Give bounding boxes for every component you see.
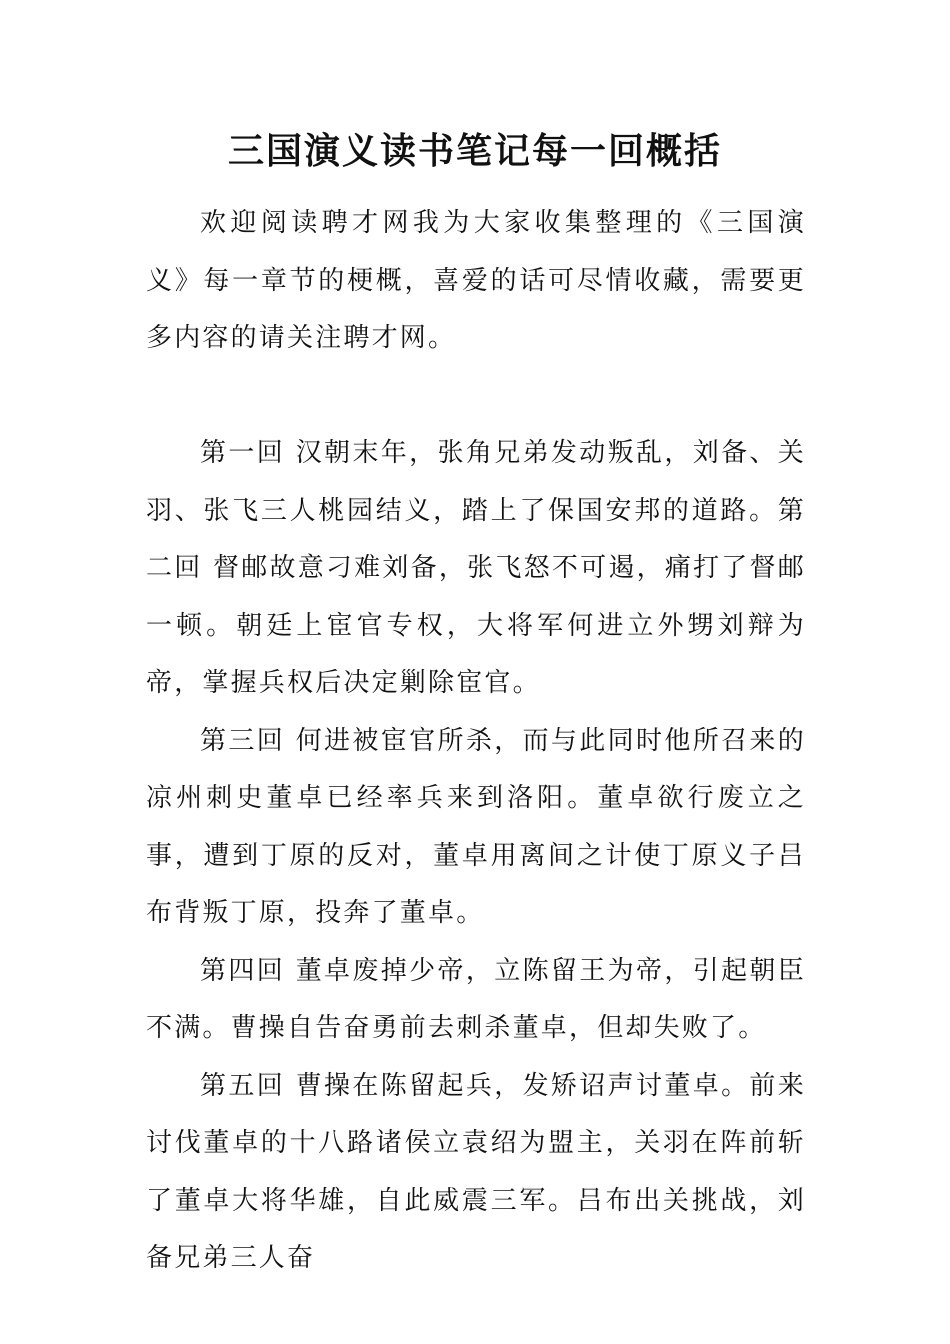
document-title: 三国演义读书笔记每一回概括 (227, 131, 722, 172)
paragraph-spacer (146, 368, 806, 426)
chapter-paragraph-4: 第四回 董卓废掉少帝，立陈留王为帝，引起朝臣不满。曹操自告奋勇前去刺杀董卓，但却失败了。 (146, 955, 806, 1043)
chapter-paragraph-3: 第三回 何进被宦官所杀，而与此同时他所召来的凉州刺史董卓已经率兵来到洛阳。董卓欲行废立之事，遭到丁原的反对，董卓用离间之计使丁原义子吕布背叛丁原，投奔了董卓。 (146, 725, 806, 928)
intro-paragraph: 欢迎阅读聘才网我为大家收集整理的《三国演义》每一章节的梗概，喜爱的话可尽情收藏，需要更多内容的请关注聘才网。 (146, 208, 806, 353)
chapter-paragraph-5: 第五回 曹操在陈留起兵，发矫诏声讨董卓。前来讨伐董卓的十八路诸侯立袁绍为盟主，关羽在阵前斩了董卓大将华雄，自此威震三军。吕布出关挑战，刘备兄弟三人奋 (146, 1070, 806, 1273)
document-body (146, 195, 806, 1288)
chapter-paragraph-1-2: 第一回 汉朝末年，张角兄弟发动叛乱，刘备、关羽、张飞三人桃园结义，踏上了保国安邦的道路。第二回 督邮故意刁难刘备，张飞怒不可遏，痛打了督邮一顿。朝廷上宦官专权，大将军何进立外甥刘辩为帝，掌握兵权后决定剿除宦官。 (146, 438, 806, 698)
